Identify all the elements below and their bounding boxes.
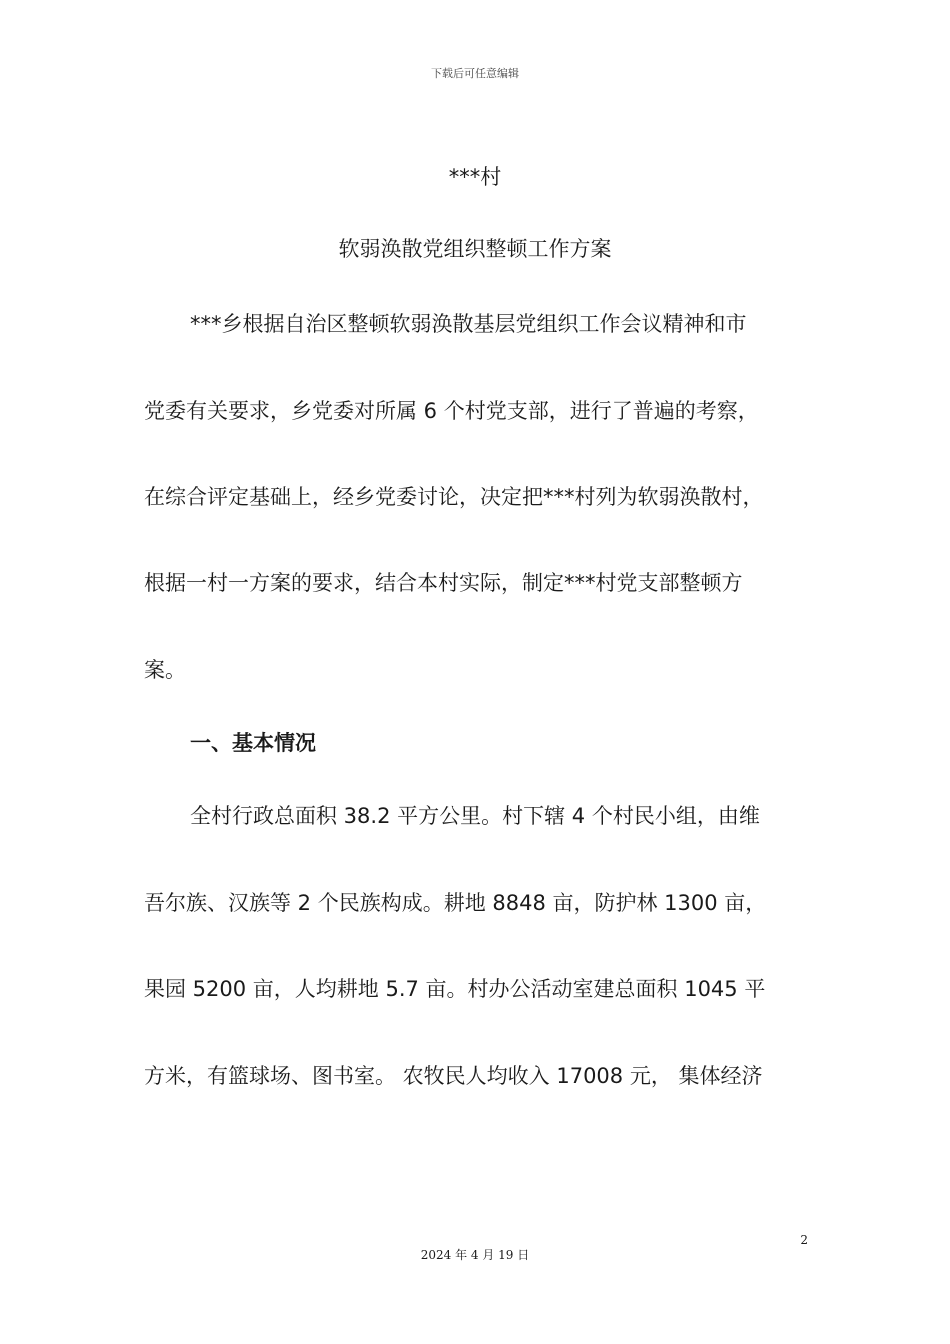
paragraph-line: 党委有关要求，乡党委对所属 6 个村党支部，进行了普遍的考察，: [144, 399, 759, 423]
section-heading-basic-info: 一、基本情况: [190, 731, 316, 755]
paragraph-line: 全村行政总面积 38.2 平方公里。村下辖 4 个村民小组，由维: [190, 804, 760, 828]
paragraph-line: ***乡根据自治区整顿软弱涣散基层党组织工作会议精神和市: [190, 312, 747, 336]
page-number: 2: [800, 1233, 808, 1247]
paragraph-line: 根据一村一方案的要求，结合本村实际，制定***村党支部整顿方: [144, 571, 743, 595]
document-title-line-2: 软弱涣散党组织整顿工作方案: [338, 237, 612, 261]
page-footer-date: 2024 年 4 月 19 日: [420, 1248, 530, 1262]
paragraph-line: 果园 5200 亩，人均耕地 5.7 亩。村办公活动室建总面积 1045 平: [144, 977, 766, 1001]
paragraph-line: 案。: [144, 658, 186, 682]
paragraph-line: 方米，有篮球场、图书室。 农牧民人均收入 17008 元， 集体经济: [144, 1064, 763, 1088]
paragraph-line: 吾尔族、汉族等 2 个民族构成。耕地 8848 亩，防护林 1300 亩，: [144, 891, 767, 915]
paragraph-line: 在综合评定基础上，经乡党委讨论，决定把***村列为软弱涣散村，: [144, 485, 764, 509]
document-title-line-1: ***村: [448, 165, 502, 189]
page-header-note: 下载后可任意编辑: [431, 67, 519, 80]
